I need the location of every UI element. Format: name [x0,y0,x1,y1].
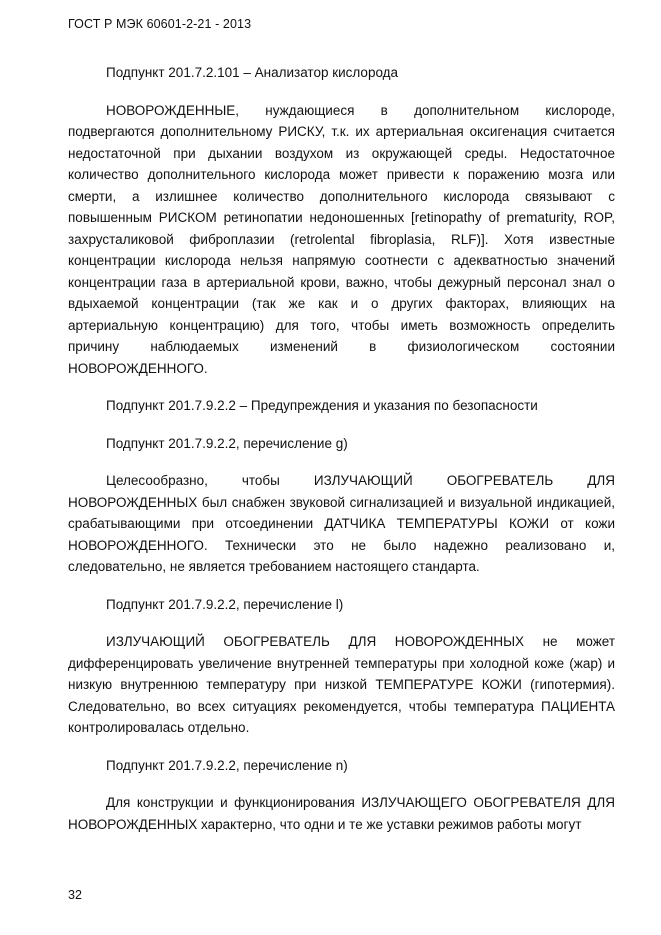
paragraph-item-g: Целесообразно, чтобы ИЗЛУЧАЮЩИЙ ОБОГРЕВАТЕЛЬ ДЛЯ НОВОРОЖДЕННЫХ был снабжен звуковой сигнализацией и визуальной индикацией, срабатывающими при отсоединении ДАТЧИКА ТЕМПЕРАТУРЫ КОЖИ от кожи НОВОРОЖДЕННОГО. Технически это не было надежно реализовано и, следовательно, не является требованием настоящего стандарта. [68,473,615,574]
page-number: 32 [68,888,82,902]
document-header: ГОСТ Р МЭК 60601-2-21 - 2013 [68,17,252,31]
subclause-heading-oxygen-analyzer: Подпункт 201.7.2.101 – Анализатор кислорода [106,65,399,80]
subclause-heading-item-n: Подпункт 201.7.9.2.2, перечисление n) [106,757,348,773]
document-body [68,62,615,851]
paragraph-item-n: Для конструкции и функционирования ИЗЛУЧАЮЩЕГО ОБОГРЕВАТЕЛЯ ДЛЯ НОВОРОЖДЕННЫХ характерно, что одни и те же уставки режимов работы могут [68,795,615,832]
paragraph-oxygen-risk: НОВОРОЖДЕННЫЕ, нуждающиеся в дополнительном кислороде, подвергаются дополнительному РИСКУ, т.к. их артериальная оксигенация считается недостаточной при дыхании воздухом из окружающей среды. Недостаточное количество дополнительного кислорода может привести к поражению мозга или смерти, а излишнее количество дополнительного кислорода связывают с повышенным РИСКОМ ретинопатии недоношенных [retinopathy of prematurity, ROP, захрусталиковой фиброплазии (retrolental fibroplasia, RLF)]. Хотя известные концентрации кислорода нельзя напрямую соотнести с адекватностью значений концентрации газа в артериальной крови, важно, чтобы дежурный персонал знал о вдыхаемой концентрации (так же как и о других факторах, влияющих на артериальную концентрацию) для того, чтобы иметь возможность определить причину наблюдаемых изменений в физиологическом состоянии НОВОРОЖДЕННОГО. [68,102,615,376]
subclause-heading-item-l: Подпункт 201.7.9.2.2, перечисление l) [106,596,344,612]
subclause-heading-warnings: Подпункт 201.7.9.2.2 – Предупреждения и указания по безопасности [106,398,538,413]
subclause-heading-item-g: Подпункт 201.7.9.2.2, перечисление g) [106,435,348,451]
paragraph-item-l: ИЗЛУЧАЮЩИЙ ОБОГРЕВАТЕЛЬ ДЛЯ НОВОРОЖДЕННЫХ не может дифференцировать увеличение внутренней температуры при холодной коже (жар) и низкую внутреннюю температуру при низкой ТЕМПЕРАТУРЕ КОЖИ (гипотермия). Следовательно, во всех ситуациях рекомендуется, чтобы температура ПАЦИЕНТА контролировалась отдельно. [68,634,615,735]
